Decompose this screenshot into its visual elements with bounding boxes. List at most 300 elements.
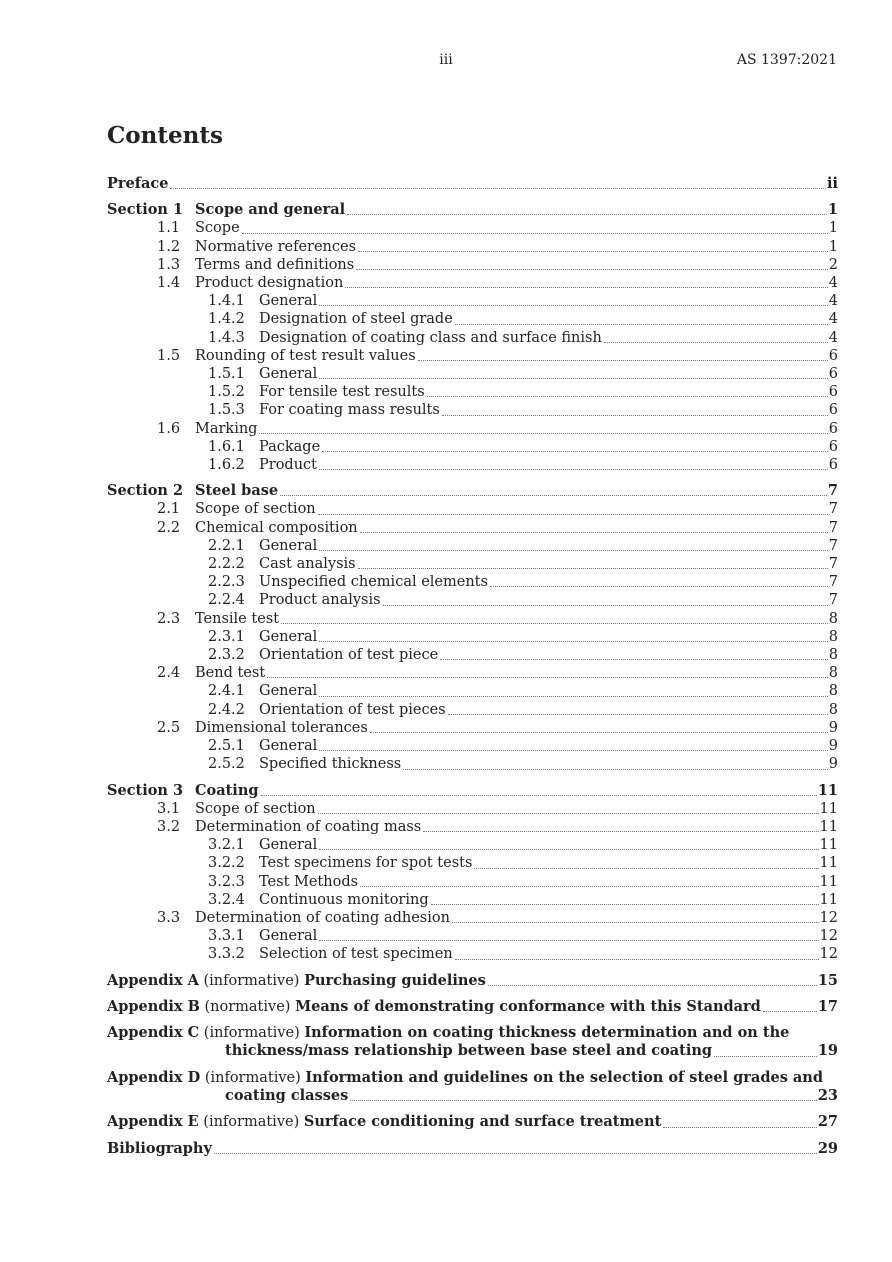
toc-clause-title — [208, 329, 602, 347]
appendix-kind: (informative) — [204, 1069, 301, 1086]
appendix-kind: (informative) — [203, 972, 300, 989]
toc-section-title — [107, 782, 259, 800]
toc-clause-title — [208, 628, 317, 646]
dot-leader — [319, 378, 827, 379]
dot-leader — [319, 696, 827, 697]
dot-leader — [350, 1100, 817, 1101]
toc-clause-title — [208, 737, 317, 755]
toc-subsection-title — [157, 719, 368, 737]
subsection-number: 3.1 — [157, 800, 181, 817]
toc-clause-entry[interactable] — [107, 836, 838, 854]
toc-page-number: 11 — [819, 855, 838, 872]
page-number: iii — [439, 52, 453, 68]
toc-page-number: 7 — [828, 501, 838, 518]
toc-subsection-entry[interactable] — [107, 719, 838, 737]
subsection-number: 2.1 — [157, 501, 181, 518]
toc-clause-entry[interactable] — [107, 329, 838, 347]
toc-page-number: 4 — [828, 293, 838, 310]
clause-title: General — [259, 738, 318, 755]
dot-leader — [440, 659, 828, 660]
subsection-title: Dimensional tolerances — [195, 719, 368, 736]
toc-appendices — [107, 964, 838, 1132]
subsection-title: Rounding of test result values — [195, 347, 416, 364]
toc-clause-title — [208, 682, 317, 700]
toc-section-heading[interactable] — [107, 201, 838, 219]
dot-leader — [319, 641, 827, 642]
toc-section-heading[interactable] — [107, 782, 838, 800]
toc-section-heading[interactable] — [107, 482, 838, 500]
toc-subsection-title — [157, 519, 358, 537]
toc-clause-title — [208, 891, 429, 909]
toc-page-number: 11 — [819, 837, 838, 854]
dot-leader — [358, 251, 828, 252]
clause-title: Orientation of test pieces — [259, 701, 446, 718]
toc-section-title — [107, 482, 278, 500]
toc-page-number: 9 — [828, 719, 838, 736]
clause-title: Test specimens for spot tests — [259, 855, 473, 872]
dot-leader — [604, 342, 828, 343]
appendix-kind: (normative) — [204, 998, 291, 1015]
subsection-number: 1.4 — [157, 275, 181, 292]
dot-leader — [455, 959, 819, 960]
toc-page-number: 1 — [828, 220, 838, 237]
subsection-title: Normative references — [195, 238, 357, 255]
clause-number: 2.5.2 — [208, 756, 245, 773]
toc-page-number: 6 — [828, 420, 838, 437]
clause-number: 2.2.4 — [208, 592, 245, 609]
subsection-number: 2.5 — [157, 719, 181, 736]
toc-clause-entry[interactable] — [107, 927, 838, 945]
toc-page-number: 27 — [817, 1113, 838, 1131]
appendix-label: Appendix E — [107, 1113, 199, 1131]
toc-subsection-entry[interactable] — [107, 219, 838, 237]
appendix-line — [107, 1113, 838, 1131]
toc-page-number: 4 — [828, 311, 838, 328]
toc-page-number: 8 — [828, 701, 838, 718]
toc-subsection-entry[interactable] — [107, 909, 838, 927]
toc-clause-entry[interactable] — [107, 573, 838, 591]
toc-subsection-title — [157, 800, 316, 818]
section-title: Coating — [195, 781, 259, 799]
clause-title: General — [259, 928, 318, 945]
toc-clause-title — [208, 755, 401, 773]
toc-appendix-entry[interactable] — [107, 1024, 838, 1061]
dot-leader — [259, 433, 827, 434]
toc-page-number: 7 — [827, 482, 838, 500]
dot-leader — [663, 1127, 817, 1128]
subsection-title: Determination of coating mass — [195, 818, 422, 835]
toc-clause-title — [208, 701, 446, 719]
toc-entry-label: Preface — [107, 175, 169, 192]
section-title: Steel base — [195, 482, 279, 500]
dot-leader — [261, 795, 817, 796]
toc-section-title — [107, 201, 345, 219]
dot-leader — [170, 188, 826, 189]
toc-clause-entry[interactable] — [107, 945, 838, 963]
appendix-heading — [107, 1070, 823, 1086]
toc-page-number: 7 — [828, 537, 838, 554]
dot-leader — [383, 605, 828, 606]
clause-number: 3.2.1 — [208, 837, 245, 854]
toc-appendix-entry[interactable] — [107, 1069, 838, 1106]
clause-number: 2.2.3 — [208, 574, 245, 591]
clause-number: 1.4.2 — [208, 311, 245, 328]
appendix-line — [107, 998, 838, 1016]
appendix-line — [107, 972, 838, 990]
clause-number: 3.2.3 — [208, 873, 245, 890]
toc-clause-entry[interactable] — [107, 438, 838, 456]
clause-number: 3.2.2 — [208, 855, 245, 872]
toc-subsection-entry[interactable] — [107, 420, 838, 438]
clause-number: 2.3.2 — [208, 647, 245, 664]
toc-page-number: 11 — [817, 781, 838, 799]
subsection-title: Scope — [195, 220, 240, 237]
dot-leader — [347, 214, 827, 215]
toc-clause-entry[interactable] — [107, 555, 838, 573]
appendix-label: Appendix A — [107, 971, 199, 989]
appendix-title-continuation: thickness/mass relationship between base steel and coating — [225, 1042, 713, 1060]
dot-leader — [474, 868, 818, 869]
clause-title: Designation of coating class and surface finish — [259, 329, 602, 346]
toc-page-number: 6 — [828, 384, 838, 401]
toc-clause-title — [208, 292, 317, 310]
subsection-number: 1.1 — [157, 220, 181, 237]
toc-page-number: 11 — [819, 800, 838, 817]
dot-leader — [214, 1153, 817, 1154]
dot-leader — [427, 396, 828, 397]
toc-subsection-entry[interactable] — [107, 274, 838, 292]
toc-subsection-title — [157, 610, 279, 628]
section-title: Scope and general — [195, 201, 346, 219]
clause-title: General — [259, 293, 318, 310]
toc-page-number: 8 — [828, 683, 838, 700]
appendix-label: Appendix D — [107, 1068, 201, 1086]
toc-page-number: 6 — [828, 402, 838, 419]
toc-sections — [107, 193, 838, 963]
dot-leader — [319, 849, 818, 850]
clause-number: 2.2.2 — [208, 556, 245, 573]
appendix-label: Appendix C — [107, 1023, 200, 1041]
subsection-number: 2.2 — [157, 519, 181, 536]
toc-subsection-title — [157, 219, 240, 237]
toc-clause-entry[interactable] — [107, 646, 838, 664]
toc-subsection-entry[interactable] — [107, 238, 838, 256]
dot-leader — [319, 550, 827, 551]
toc-clause-entry[interactable] — [107, 383, 838, 401]
appendix-title: Purchasing guidelines — [304, 971, 486, 989]
clause-number: 1.5.1 — [208, 366, 245, 383]
toc-subsection-title — [157, 909, 450, 927]
toc-page-number: 6 — [828, 366, 838, 383]
toc-subsection-entry[interactable] — [107, 800, 838, 818]
section-label: Section 3 — [107, 781, 184, 799]
toc-clause-entry[interactable] — [107, 682, 838, 700]
subsection-title: Product designation — [195, 275, 344, 292]
clause-title: Continuous monitoring — [259, 891, 429, 908]
dot-leader — [418, 360, 828, 361]
toc-subsection-title — [157, 347, 416, 365]
dot-leader — [356, 269, 828, 270]
appendix-continuation-line — [107, 1042, 838, 1060]
clause-title: Orientation of test piece — [259, 647, 439, 664]
toc-subsection-title — [157, 500, 316, 518]
section-label: Section 1 — [107, 201, 184, 219]
toc-entry-label: Bibliography — [107, 1139, 212, 1157]
clause-number: 2.3.1 — [208, 628, 245, 645]
toc-subsection-entry[interactable] — [107, 256, 838, 274]
toc-subsection-entry[interactable] — [107, 610, 838, 628]
toc-clause-entry[interactable] — [107, 755, 838, 773]
appendix-line — [107, 1024, 838, 1043]
toc-clause-title — [208, 310, 453, 328]
toc-clause-title — [208, 365, 317, 383]
appendix-title-continuation: coating classes — [225, 1087, 349, 1105]
dot-leader — [442, 415, 828, 416]
subsection-title: Scope of section — [195, 501, 316, 518]
clause-number: 3.2.4 — [208, 891, 245, 908]
dot-leader — [319, 750, 827, 751]
appendix-kind: (informative) — [203, 1114, 300, 1131]
dot-leader — [403, 769, 828, 770]
dot-leader — [431, 904, 819, 905]
subsection-title: Bend test — [195, 665, 266, 682]
clause-number: 1.4.1 — [208, 293, 245, 310]
toc-page-number: 7 — [828, 574, 838, 591]
clause-title: Test Methods — [259, 873, 359, 890]
appendix-continuation-line — [107, 1087, 838, 1105]
clause-number: 2.4.2 — [208, 701, 245, 718]
clause-number: 3.3.2 — [208, 946, 245, 963]
toc-page-number: 7 — [828, 592, 838, 609]
toc-subsection-title — [157, 238, 356, 256]
clause-number: 2.4.1 — [208, 683, 245, 700]
toc-clause-entry[interactable] — [107, 854, 838, 872]
toc-subsection-title — [157, 420, 257, 438]
toc-page-number: 8 — [828, 647, 838, 664]
dot-leader — [370, 732, 828, 733]
subsection-number: 3.2 — [157, 818, 181, 835]
toc-page-number: 1 — [828, 238, 838, 255]
toc-appendix-entry[interactable] — [107, 998, 838, 1016]
subsection-title: Determination of coating adhesion — [195, 909, 450, 926]
subsection-number: 1.2 — [157, 238, 181, 255]
toc-clause-title — [208, 873, 358, 891]
toc-clause-title — [208, 646, 438, 664]
dot-leader — [319, 305, 827, 306]
toc-page-number: 11 — [819, 873, 838, 890]
toc-clause-entry[interactable] — [107, 591, 838, 609]
dot-leader — [452, 922, 819, 923]
dot-leader — [319, 940, 818, 941]
subsection-title: Tensile test — [195, 610, 280, 627]
dot-leader — [322, 451, 828, 452]
toc-page-number: 6 — [828, 457, 838, 474]
dot-leader — [360, 532, 828, 533]
clause-title: General — [259, 366, 318, 383]
toc-clause-entry[interactable] — [107, 456, 838, 474]
appendix-heading — [107, 972, 486, 990]
toc-page-number: 7 — [828, 519, 838, 536]
appendix-title: Information and guidelines on the selection of steel grades and — [305, 1068, 823, 1086]
toc-page-number: 23 — [817, 1087, 838, 1105]
toc-clause-entry[interactable] — [107, 292, 838, 310]
toc-entry-preface[interactable] — [107, 175, 838, 193]
toc-clause-title — [208, 401, 440, 419]
toc-page-number: 6 — [828, 347, 838, 364]
dot-leader — [267, 677, 828, 678]
clause-title: Unspecified chemical elements — [259, 574, 488, 591]
clause-title: Selection of test specimen — [259, 946, 453, 963]
dot-leader — [318, 514, 828, 515]
clause-number: 1.6.2 — [208, 457, 245, 474]
toc-subsection-entry[interactable] — [107, 818, 838, 836]
clause-number: 2.5.1 — [208, 738, 245, 755]
toc-page-number: 1 — [827, 201, 838, 219]
subsection-number: 1.5 — [157, 347, 181, 364]
table-of-contents — [107, 175, 838, 1158]
dot-leader — [319, 469, 828, 470]
toc-clause-title — [208, 438, 320, 456]
appendix-label: Appendix B — [107, 997, 200, 1015]
subsection-title: Marking — [195, 420, 258, 437]
dot-leader — [242, 233, 828, 234]
appendix-title: Surface conditioning and surface treatment — [303, 1113, 662, 1131]
subsection-number: 1.6 — [157, 420, 181, 437]
dot-leader — [423, 831, 818, 832]
toc-clause-entry[interactable] — [107, 310, 838, 328]
toc-clause-title — [208, 537, 317, 555]
toc-page-number: 6 — [828, 438, 838, 455]
dot-leader — [280, 495, 827, 496]
toc-page-number: 19 — [817, 1042, 838, 1060]
clause-title: General — [259, 683, 318, 700]
toc-clause-title — [208, 854, 472, 872]
dot-leader — [763, 1011, 817, 1012]
clause-number: 2.2.1 — [208, 537, 245, 554]
toc-clause-title — [208, 927, 317, 945]
toc-subsection-entry[interactable] — [107, 519, 838, 537]
subsection-number: 2.4 — [157, 665, 181, 682]
clause-number: 1.6.1 — [208, 438, 245, 455]
toc-page-number: 17 — [817, 997, 838, 1015]
toc-entry-bibliography[interactable] — [107, 1140, 838, 1158]
toc-clause-title — [208, 591, 381, 609]
toc-clause-title — [208, 573, 488, 591]
toc-page-number: 11 — [819, 818, 838, 835]
clause-title: General — [259, 537, 318, 554]
clause-title: Specified thickness — [259, 756, 402, 773]
toc-page-number: 8 — [828, 628, 838, 645]
clause-title: For tensile test results — [259, 384, 425, 401]
subsection-number: 2.3 — [157, 610, 181, 627]
toc-page-number: 4 — [828, 275, 838, 292]
toc-page-number: 2 — [828, 256, 838, 273]
appendix-kind: (informative) — [203, 1024, 300, 1041]
toc-subsection-title — [157, 256, 354, 274]
dot-leader — [455, 324, 828, 325]
toc-appendix-entry[interactable] — [107, 972, 838, 990]
clause-title: General — [259, 837, 318, 854]
toc-subsection-entry[interactable] — [107, 664, 838, 682]
toc-page-number: 8 — [828, 665, 838, 682]
dot-leader — [360, 886, 818, 887]
dot-leader — [358, 568, 828, 569]
appendix-heading — [107, 1113, 661, 1131]
toc-clause-entry[interactable] — [107, 537, 838, 555]
toc-clause-title — [208, 383, 425, 401]
appendix-heading — [107, 1025, 789, 1041]
toc-subsection-title — [157, 274, 343, 292]
toc-clause-entry[interactable] — [107, 891, 838, 909]
appendix-line — [107, 1069, 838, 1088]
toc-clause-entry[interactable] — [107, 365, 838, 383]
subsection-title: Scope of section — [195, 800, 316, 817]
toc-page-number: 29 — [817, 1139, 838, 1157]
appendix-heading — [107, 998, 761, 1016]
toc-page-number: 12 — [819, 909, 838, 926]
toc-subsection-title — [157, 664, 265, 682]
standard-designation: AS 1397:2021 — [736, 52, 837, 68]
dot-leader — [490, 586, 828, 587]
clause-title: Product — [259, 457, 317, 474]
subsection-title: Terms and definitions — [195, 256, 355, 273]
dot-leader — [448, 714, 828, 715]
toc-clause-entry[interactable] — [107, 628, 838, 646]
toc-page-number: 7 — [828, 556, 838, 573]
clause-number: 3.3.1 — [208, 928, 245, 945]
dot-leader — [318, 813, 819, 814]
clause-number: 1.5.2 — [208, 384, 245, 401]
appendix-title: Means of demonstrating conformance with this Standard — [295, 997, 761, 1015]
clause-number: 1.4.3 — [208, 329, 245, 346]
toc-clause-title — [208, 836, 317, 854]
toc-page-number: 8 — [828, 610, 838, 627]
toc-clause-entry[interactable] — [107, 401, 838, 419]
dot-leader — [281, 623, 828, 624]
subsection-number: 1.3 — [157, 256, 181, 273]
toc-page-number: ii — [826, 175, 838, 192]
toc-page-number: 11 — [819, 891, 838, 908]
appendix-title: Information on coating thickness determination and on the — [304, 1023, 790, 1041]
clause-title: Cast analysis — [259, 556, 356, 573]
toc-subsection-entry[interactable] — [107, 500, 838, 518]
clause-title: Package — [259, 438, 321, 455]
subsection-number: 3.3 — [157, 909, 181, 926]
toc-clause-title — [208, 555, 356, 573]
clause-title: For coating mass results — [259, 402, 440, 419]
section-label: Section 2 — [107, 482, 184, 500]
toc-clause-title — [208, 945, 453, 963]
toc-page-number: 4 — [828, 329, 838, 346]
dot-leader — [714, 1056, 817, 1057]
toc-appendix-entry[interactable] — [107, 1113, 838, 1131]
clause-number: 1.5.3 — [208, 402, 245, 419]
clause-title: Designation of steel grade — [259, 311, 453, 328]
toc-page-number: 12 — [819, 946, 838, 963]
subsection-title: Chemical composition — [195, 519, 358, 536]
toc-page-number: 9 — [828, 756, 838, 773]
toc-clause-entry[interactable] — [107, 737, 838, 755]
toc-clause-entry[interactable] — [107, 701, 838, 719]
toc-page-number: 12 — [819, 928, 838, 945]
toc-clause-entry[interactable] — [107, 873, 838, 891]
toc-subsection-entry[interactable] — [107, 347, 838, 365]
page-title: Contents — [107, 122, 223, 149]
toc-page-number: 9 — [828, 738, 838, 755]
dot-leader — [345, 287, 827, 288]
dot-leader — [488, 985, 817, 986]
toc-clause-title — [208, 456, 317, 474]
